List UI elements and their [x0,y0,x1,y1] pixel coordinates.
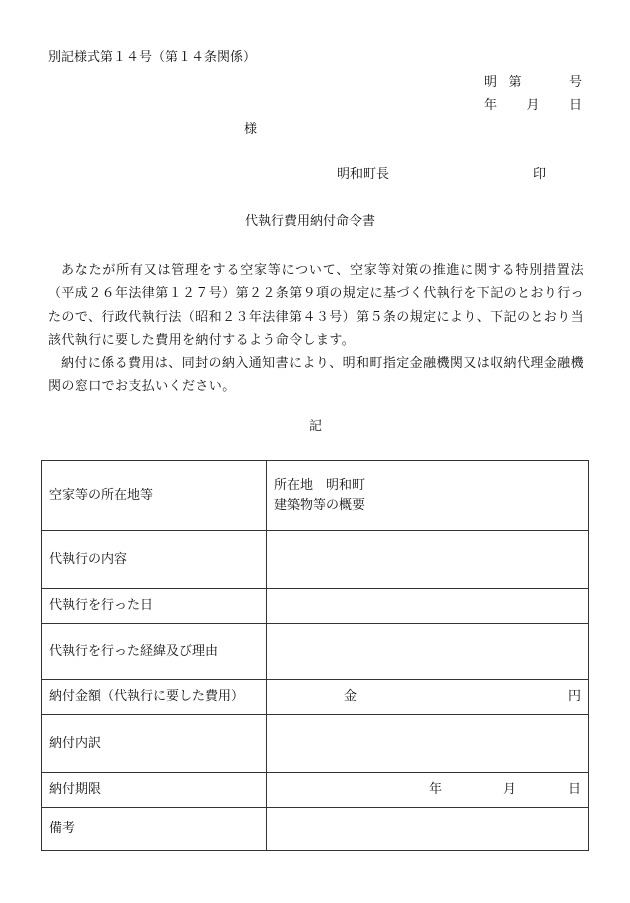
location-value [267,461,589,531]
location-line-2: 建築物等の概要 [274,497,366,513]
table-row [42,624,589,680]
body-paragraph-1: あなたが所有又は管理をする空家等について、空家等対策の推進に関する特別措置法（平成２６年法律第１２７号）第２２条第９項の規定に基づく代執行を下記のとおり行ったので、行政代執行法（昭和２３年法律第４３号）第５条の規定により、下記のとおり当該代執行に要した費用を納付するよう命令します。 [48,263,585,348]
document-date-line [484,99,582,112]
remarks-label: 備考 [42,808,267,851]
document-date-month: 月 [526,98,540,113]
deadline-label: 納付期限 [42,773,267,808]
document-number-go: 号 [568,75,582,90]
location-label: 空家等の所在地等 [42,461,267,531]
content-value [267,531,589,589]
table-row [42,808,589,851]
table-row [42,680,589,715]
document-number-dai: 第 [508,75,522,90]
content-label: 代執行の内容 [42,531,267,589]
remarks-value [267,808,589,851]
amount-yen: 円 [567,689,581,704]
amount-kin: 金 [344,689,358,704]
deadline-day: 日 [567,782,581,797]
reason-value [267,624,589,680]
deadline-value [267,773,589,808]
body-text [48,259,584,399]
location-line-1: 所在地 明和町 [274,477,366,493]
document-title: 代執行費用納付命令書 [245,214,376,229]
document-date-year: 年 [484,98,498,113]
table-row [42,715,589,773]
execution-date-value [267,589,589,624]
document-number-line [484,76,582,89]
ki-heading: 記 [309,419,323,434]
document-number-prefix: 明 [484,75,498,90]
breakdown-label: 納付内訳 [42,715,267,773]
execution-date-label: 代執行を行った日 [42,589,267,624]
table-row [42,531,589,589]
breakdown-value [267,715,589,773]
addressee-suffix: 様 [244,122,258,137]
document-date-day: 日 [568,98,582,113]
deadline-month: 月 [503,782,517,797]
issuer-name: 明和町長 [337,167,390,182]
body-paragraph-2: 納付に係る費用は、同封の納入通知書により、明和町指定金融機関又は収納代理金融機関の窓口でお支払いください。 [48,356,584,395]
table-row [42,589,589,624]
table-row [42,461,589,531]
seal-mark: 印 [533,167,547,182]
amount-label: 納付金額（代執行に要した費用） [42,680,267,715]
table-row [42,773,589,808]
amount-value [267,680,589,715]
form-number: 別記様式第１４号（第１４条関係） [48,50,257,65]
deadline-year: 年 [429,782,443,797]
reason-label: 代執行を行った経緯及び理由 [42,624,267,680]
record-table [41,460,589,851]
